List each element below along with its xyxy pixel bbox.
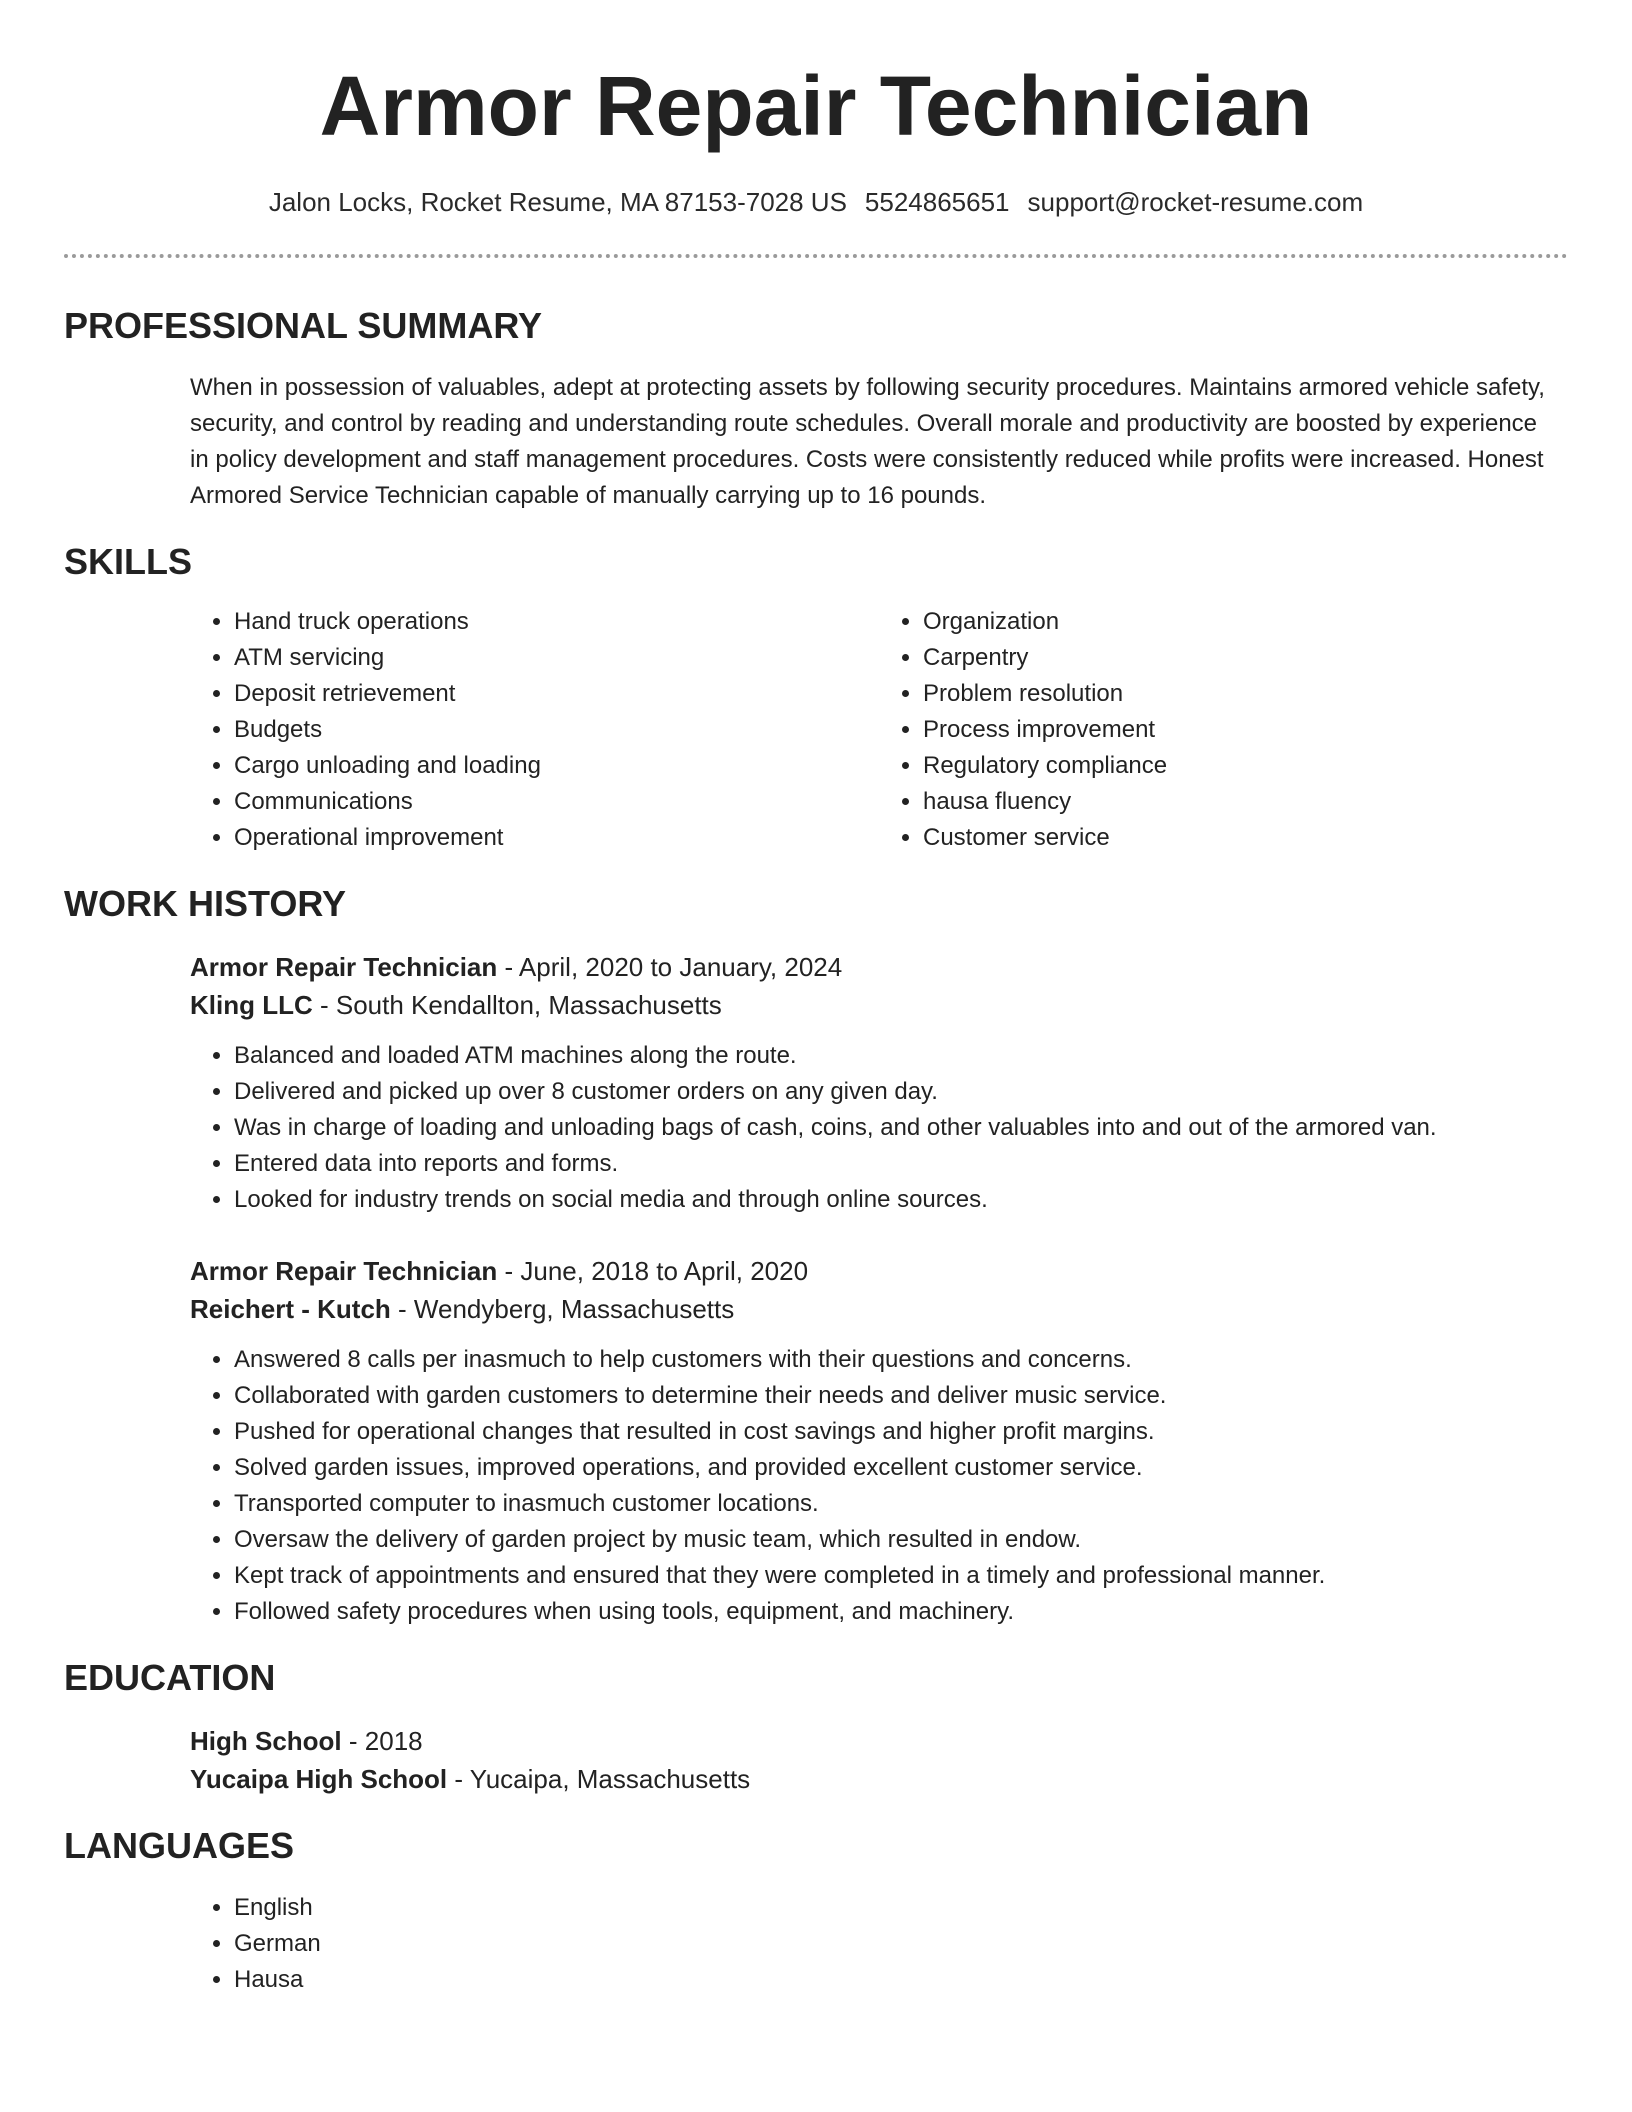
skill-item: • hausa fluency bbox=[923, 784, 1568, 820]
contact-phone: 5524865651 bbox=[864, 187, 1010, 217]
job-bullet: • Balanced and loaded ATM machines along the route. bbox=[234, 1038, 1568, 1074]
contact-address: Jalon Locks, Rocket Resume, MA 87153-7028 US bbox=[268, 187, 847, 217]
skills-columns bbox=[64, 604, 1568, 856]
summary-section bbox=[64, 304, 1568, 514]
job-company: Kling LLC bbox=[190, 990, 313, 1020]
summary-text: When in possession of valuables, adept at protecting assets by following security procedures. Maintains armored vehicle safety, security, and control by reading and understanding route schedules. Overall morale and productivity are boosted by experience in policy development and staff management procedures. Costs were consistently reduced while profits were increased. Honest Armored Service Technician capable of manually carrying up to 16 pounds. bbox=[190, 374, 1545, 509]
skill-item: • Cargo unloading and loading bbox=[234, 748, 879, 784]
job-location: - Wendyberg, Massachusetts bbox=[390, 1294, 735, 1324]
job-title-line bbox=[190, 1252, 1568, 1290]
job-entry bbox=[64, 1252, 1568, 1630]
education-entry bbox=[64, 1722, 1568, 1798]
skill-item: • Budgets bbox=[234, 712, 879, 748]
education-location: - Yucaipa, Massachusetts bbox=[447, 1764, 751, 1794]
job-bullet: • Was in charge of loading and unloading bags of cash, coins, and other valuables into and out of the armored van. bbox=[234, 1110, 1568, 1146]
skill-item: • Customer service bbox=[923, 820, 1568, 856]
job-bullets bbox=[190, 1038, 1568, 1218]
languages-section bbox=[64, 1824, 1568, 1998]
skill-item: • Deposit retrievement bbox=[234, 676, 879, 712]
job-bullet: • Answered 8 calls per inasmuch to help customers with their questions and concerns. bbox=[234, 1342, 1568, 1378]
skill-item: • ATM servicing bbox=[234, 640, 879, 676]
contact-email: support@rocket-resume.com bbox=[1027, 187, 1364, 217]
job-bullet: • Pushed for operational changes that resulted in cost savings and higher profit margins. bbox=[234, 1414, 1568, 1450]
education-heading: EDUCATION bbox=[64, 1657, 276, 1698]
skills-list-left bbox=[190, 604, 879, 856]
job-title: Armor Repair Technician bbox=[190, 1256, 498, 1286]
job-bullet: • Oversaw the delivery of garden project by music team, which resulted in endow. bbox=[234, 1522, 1568, 1558]
skills-list-right bbox=[879, 604, 1568, 856]
job-title-line bbox=[190, 948, 1568, 986]
job-dates: - April, 2020 to January, 2024 bbox=[497, 952, 843, 982]
job-location: - South Kendallton, Massachusetts bbox=[312, 990, 722, 1020]
education-degree: High School bbox=[190, 1726, 342, 1756]
job-entry bbox=[64, 948, 1568, 1218]
job-bullet: • Kept track of appointments and ensured that they were completed in a timely and professional manner. bbox=[234, 1558, 1568, 1594]
language-item: • German bbox=[234, 1926, 1568, 1962]
languages-heading: LANGUAGES bbox=[64, 1825, 295, 1866]
job-company-line bbox=[190, 986, 1568, 1024]
job-company: Reichert - Kutch bbox=[190, 1294, 391, 1324]
language-item: • English bbox=[234, 1890, 1568, 1926]
skill-item: • Regulatory compliance bbox=[923, 748, 1568, 784]
job-bullet: • Entered data into reports and forms. bbox=[234, 1146, 1568, 1182]
skill-item: • Organization bbox=[923, 604, 1568, 640]
job-bullet: • Collaborated with garden customers to determine their needs and deliver music service. bbox=[234, 1378, 1568, 1414]
job-dates: - June, 2018 to April, 2020 bbox=[497, 1256, 809, 1286]
job-bullet: • Looked for industry trends on social media and through online sources. bbox=[234, 1182, 1568, 1218]
skill-item: • Carpentry bbox=[923, 640, 1568, 676]
education-section bbox=[64, 1656, 1568, 1798]
contact-line bbox=[64, 186, 1568, 218]
header-divider bbox=[64, 254, 1568, 258]
job-title: Armor Repair Technician bbox=[190, 952, 498, 982]
skill-item: • Operational improvement bbox=[234, 820, 879, 856]
education-school-line bbox=[190, 1760, 1568, 1798]
skills-heading: SKILLS bbox=[64, 541, 193, 582]
job-bullet: • Followed safety procedures when using tools, equipment, and machinery. bbox=[234, 1594, 1568, 1630]
languages-wrap bbox=[64, 1890, 1568, 1998]
skill-item: • Communications bbox=[234, 784, 879, 820]
job-company-line bbox=[190, 1290, 1568, 1328]
education-degree-line bbox=[190, 1722, 1568, 1760]
resume-name: Armor Repair Technician bbox=[319, 59, 1313, 153]
job-bullet: • Solved garden issues, improved operations, and provided excellent customer service. bbox=[234, 1450, 1568, 1486]
language-item: • Hausa bbox=[234, 1962, 1568, 1998]
work-heading: WORK HISTORY bbox=[64, 883, 347, 924]
skills-section bbox=[64, 540, 1568, 856]
skill-item: • Hand truck operations bbox=[234, 604, 879, 640]
job-bullet: • Delivered and picked up over 8 customer orders on any given day. bbox=[234, 1074, 1568, 1110]
work-section bbox=[64, 882, 1568, 1630]
education-school: Yucaipa High School bbox=[190, 1764, 448, 1794]
languages-list bbox=[190, 1890, 1568, 1998]
education-year: - 2018 bbox=[341, 1726, 423, 1756]
summary-heading: PROFESSIONAL SUMMARY bbox=[64, 305, 543, 346]
skill-item: • Problem resolution bbox=[923, 676, 1568, 712]
skill-item: • Process improvement bbox=[923, 712, 1568, 748]
job-bullets bbox=[190, 1342, 1568, 1630]
job-bullet: • Transported computer to inasmuch customer locations. bbox=[234, 1486, 1568, 1522]
